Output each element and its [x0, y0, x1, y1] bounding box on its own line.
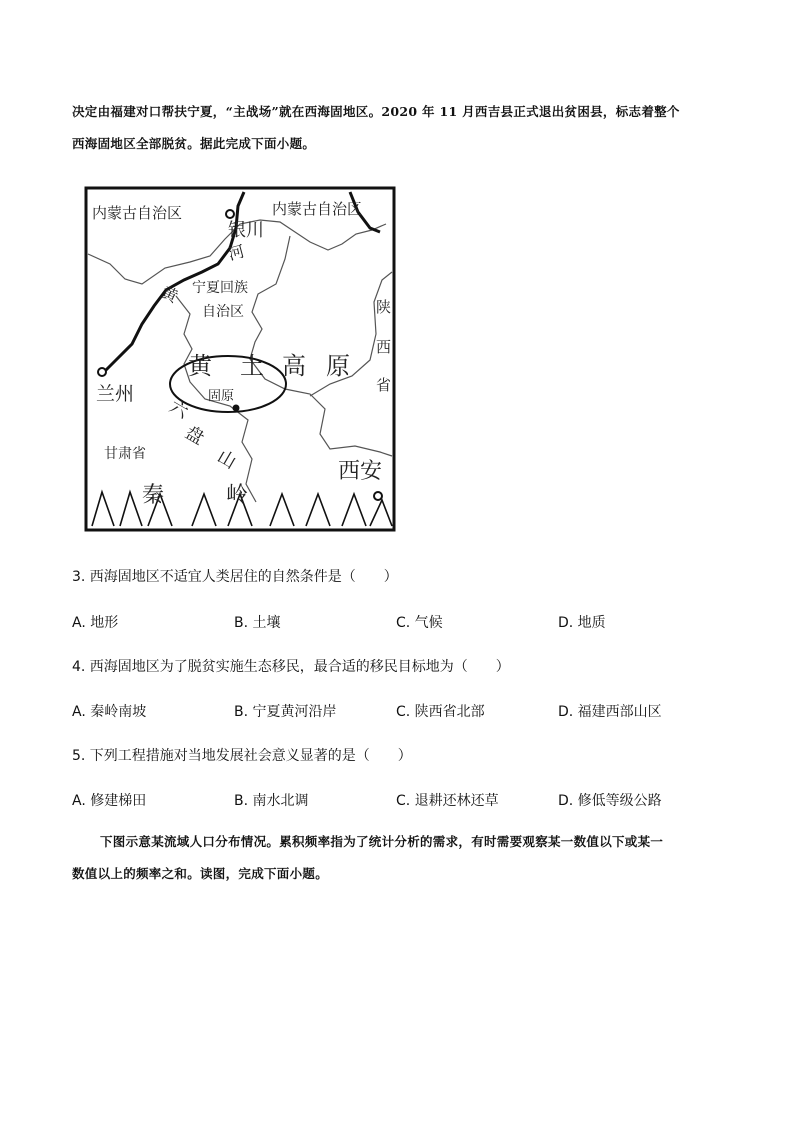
label-he: 河	[226, 241, 247, 264]
question-5-option-c: C. 退耕还林还草	[396, 793, 499, 809]
label-nmg-left: 内蒙古自治区	[92, 204, 183, 222]
question-3-option-a: A. 地形	[72, 615, 119, 631]
question-3-option-b: B. 土壤	[234, 615, 281, 631]
label-qin: 秦	[142, 483, 165, 508]
map-svg	[80, 184, 398, 534]
question-4-option-d: D. 福建西部山区	[558, 704, 662, 720]
yinchuan-marker	[226, 210, 234, 218]
label-shaanxi-3: 省	[376, 376, 392, 394]
label-liu: 六	[165, 396, 192, 424]
question-4-option-c: C. 陕西省北部	[396, 704, 485, 720]
label-shan: 山	[213, 446, 240, 474]
question-4-options	[72, 701, 722, 721]
question-5-option-d: D. 修低等级公路	[558, 793, 662, 809]
question-3-options	[72, 612, 722, 632]
label-shaanxi-2: 西	[376, 338, 392, 356]
label-yinchuan: 银川	[228, 220, 264, 241]
label-nmg-right: 内蒙古自治区	[272, 200, 363, 218]
label-ningxia-1: 宁夏回族	[192, 280, 248, 296]
label-loess-gao: 高	[282, 352, 306, 380]
lanzhou-marker	[98, 368, 106, 376]
label-ling: 岭	[226, 483, 249, 508]
xian-marker	[374, 492, 382, 500]
label-ningxia-2: 自治区	[202, 304, 244, 320]
label-xian: 西安	[338, 459, 383, 484]
question-4-option-b: B. 宁夏黄河沿岸	[234, 704, 337, 720]
label-lanzhou: 兰州	[96, 383, 135, 405]
question-5-option-a: A. 修建梯田	[72, 793, 147, 809]
question-4-stem: 4. 西海固地区为了脱贫实施生态移民，最合适的移民目标地为（ ）	[72, 659, 510, 675]
question-5-option-b: B. 南水北调	[234, 793, 309, 809]
label-huang-river: 黄	[158, 282, 181, 307]
label-loess-yuan: 原	[326, 352, 350, 380]
label-loess-tu: 土	[240, 352, 264, 380]
intro-line-1: 决定由福建对口帮扶宁夏，“主战场”就在西海固地区。2020 年 11 月西吉县正式退出贫困县，标志着整个	[72, 104, 680, 119]
intro2-paragraph	[72, 826, 722, 890]
intro-paragraph	[72, 96, 732, 160]
question-4-option-a: A. 秦岭南坡	[72, 704, 147, 720]
question-3-option-c: C. 气候	[396, 615, 443, 631]
intro-line-2: 西海固地区全部脱贫。据此完成下面小题。	[72, 136, 316, 151]
intro2-line-1: 下图示意某流域人口分布情况。累积频率指为了统计分析的需求，有时需要观察某一数值以下或某一	[100, 834, 664, 849]
label-gansu: 甘肃省	[104, 446, 146, 462]
label-shaanxi-1: 陕	[376, 298, 392, 316]
question-3-stem: 3. 西海固地区不适宜人类居住的自然条件是（ ）	[72, 569, 398, 585]
question-3-option-d: D. 地质	[558, 615, 606, 631]
guyuan-marker	[233, 405, 240, 412]
label-guyuan: 固原	[208, 389, 235, 404]
label-pan: 盘	[181, 422, 208, 450]
question-5-stem: 5. 下列工程措施对当地发展社会意义显著的是（ ）	[72, 748, 412, 764]
question-5-options	[72, 790, 722, 810]
intro2-line-2: 数值以上的频率之和。读图，完成下面小题。	[72, 866, 329, 881]
label-loess-huang: 黄	[188, 352, 212, 380]
map-figure	[80, 184, 398, 534]
